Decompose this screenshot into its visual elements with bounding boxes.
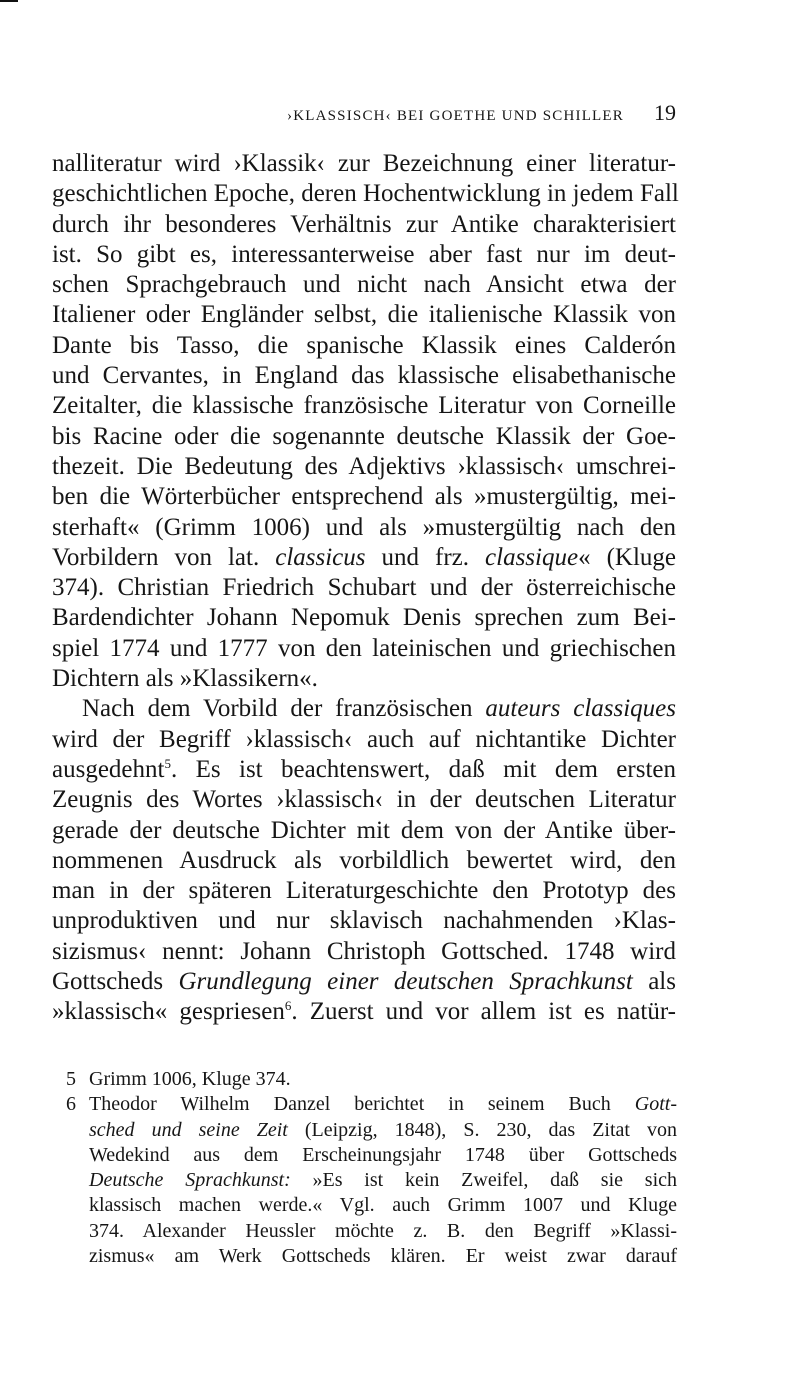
italic-term: auteurs classiques: [485, 695, 676, 723]
text-line: Grimm 1006, Kluge 374.: [89, 1068, 291, 1090]
text-line: »klassisch« gespriesen$^6$. Zuerst und vor allem ist es natür-: [52, 998, 676, 1026]
text-line: Theodor Wilhelm Danzel berichtet in seinem Buch Gott-: [89, 1093, 677, 1116]
footnote-text: [89, 1092, 677, 1269]
italic-title: Gott-: [634, 1093, 677, 1116]
text-line: 374. Alexander Heussler möchte z. B. den Begriff »Klassi-: [89, 1219, 677, 1242]
text-line: unproduktiven und nur sklavisch nachahmenden ›Klas-: [52, 907, 676, 935]
text-line: 374). Christian Friedrich Schubart und der österreichische: [52, 574, 676, 602]
crop-mark: [0, 0, 18, 2]
page-number: 19: [654, 100, 676, 125]
running-head: [52, 100, 676, 134]
text-line: klassisch machen werde.« Vgl. auch Grimm 1007 und Kluge: [89, 1194, 677, 1217]
italic-title: sched und seine Zeit: [89, 1118, 288, 1141]
text-line: bis Racine oder die sogenannte deutsche Klassik der Goe-: [52, 422, 676, 450]
text-line: ausgedehnt$^5$. Es ist beachtenswert, daß mit dem ersten: [52, 755, 676, 783]
italic-title: Grundlegung einer deutschen Sprachkunst: [178, 968, 633, 996]
text-line: Zeugnis des Wortes ›klassisch‹ in der deutschen Literatur: [52, 786, 676, 814]
footnote-6: [66, 1092, 677, 1269]
footnote-number: 5: [66, 1068, 76, 1090]
text-line: Nach dem Vorbild der französischen auteurs classiques: [82, 695, 676, 723]
text-line: spiel 1774 und 1777 von den lateinischen und griechischen: [52, 634, 676, 662]
text-line: zismus« am Werk Gottscheds klären. Er weist zwar darauf: [89, 1245, 677, 1268]
text-line: thezeit. Die Bedeutung des Adjektivs ›klassisch‹ umschrei-: [52, 452, 676, 480]
text-line: ist. So gibt es, interessanterweise aber fast nur im deut-: [52, 240, 676, 268]
text-line: Zeitalter, die klassische französische Literatur von Corneille: [52, 392, 676, 420]
text-line: und Cervantes, in England das klassische elisabethanische: [52, 362, 676, 390]
text-line: schen Sprachgebrauch und nicht nach Ansicht etwa der: [52, 271, 676, 299]
text-line: gerade der deutsche Dichter mit dem von der Antike über-: [52, 816, 676, 844]
text-line: ben die Wörterbücher entsprechend als »mustergültig, mei-: [52, 483, 676, 511]
text-line: geschichtlichen Epoche, deren Hochentwicklung in jedem Fall: [52, 180, 679, 208]
text-line: nalliteratur wird ›Klassik‹ zur Bezeichnung einer literatur-: [52, 150, 676, 177]
text-line: sterhaft« (Grimm 1006) und als »mustergültig nach den: [52, 513, 676, 541]
text-line: nommenen Ausdruck als vorbildlich bewertet wird, den: [52, 846, 676, 874]
text-line: Bardendichter Johann Nepomuk Denis sprechen zum Bei-: [52, 604, 676, 632]
footnote-number: 6: [66, 1093, 76, 1116]
text-line: Wedekind aus dem Erscheinungsjahr 1748 über Gottscheds: [89, 1143, 677, 1166]
body-text: [52, 149, 679, 1028]
footnotes: [66, 1067, 677, 1269]
footnote-ref-5: 5: [164, 755, 171, 771]
italic-term: classique: [485, 543, 579, 571]
text-line: sched und seine Zeit (Leipzig, 1848), S. 230, das Zitat von: [89, 1118, 678, 1141]
running-title: ›KLASSISCH‹ BEI GOETHE UND SCHILLER: [287, 108, 624, 124]
text-line: Dichtern als »Klassikern«.: [52, 665, 318, 693]
text-line: durch ihr besonderes Verhältnis zur Antike charakterisiert: [52, 210, 676, 238]
text-line: wird der Begriff ›klassisch‹ auch auf nichtantike Dichter: [52, 725, 676, 753]
text-line: Gottscheds Grundlegung einer deutschen Sprachkunst als: [52, 968, 676, 996]
footnote-ref-6: 6: [284, 998, 292, 1014]
italic-title: Deutsche Sprachkunst:: [89, 1169, 291, 1192]
italic-term: classicus: [275, 543, 366, 571]
text-line: Dante bis Tasso, die spanische Klassik eines Calderón: [52, 331, 676, 359]
text-line: Vorbildern von lat. classicus und frz. classique« (Kluge: [52, 543, 677, 571]
text-line: man in der späteren Literaturgeschichte den Prototyp des: [52, 877, 676, 905]
footnote-5: [66, 1067, 677, 1092]
footnote-text: [89, 1067, 677, 1092]
text-line: sizismus‹ nennt: Johann Christoph Gottsched. 1748 wird: [52, 937, 676, 965]
text-line: Italiener oder Engländer selbst, die italienische Klassik von: [52, 301, 676, 329]
text-line: Deutsche Sprachkunst: »Es ist kein Zweifel, daß sie sich: [89, 1169, 678, 1192]
